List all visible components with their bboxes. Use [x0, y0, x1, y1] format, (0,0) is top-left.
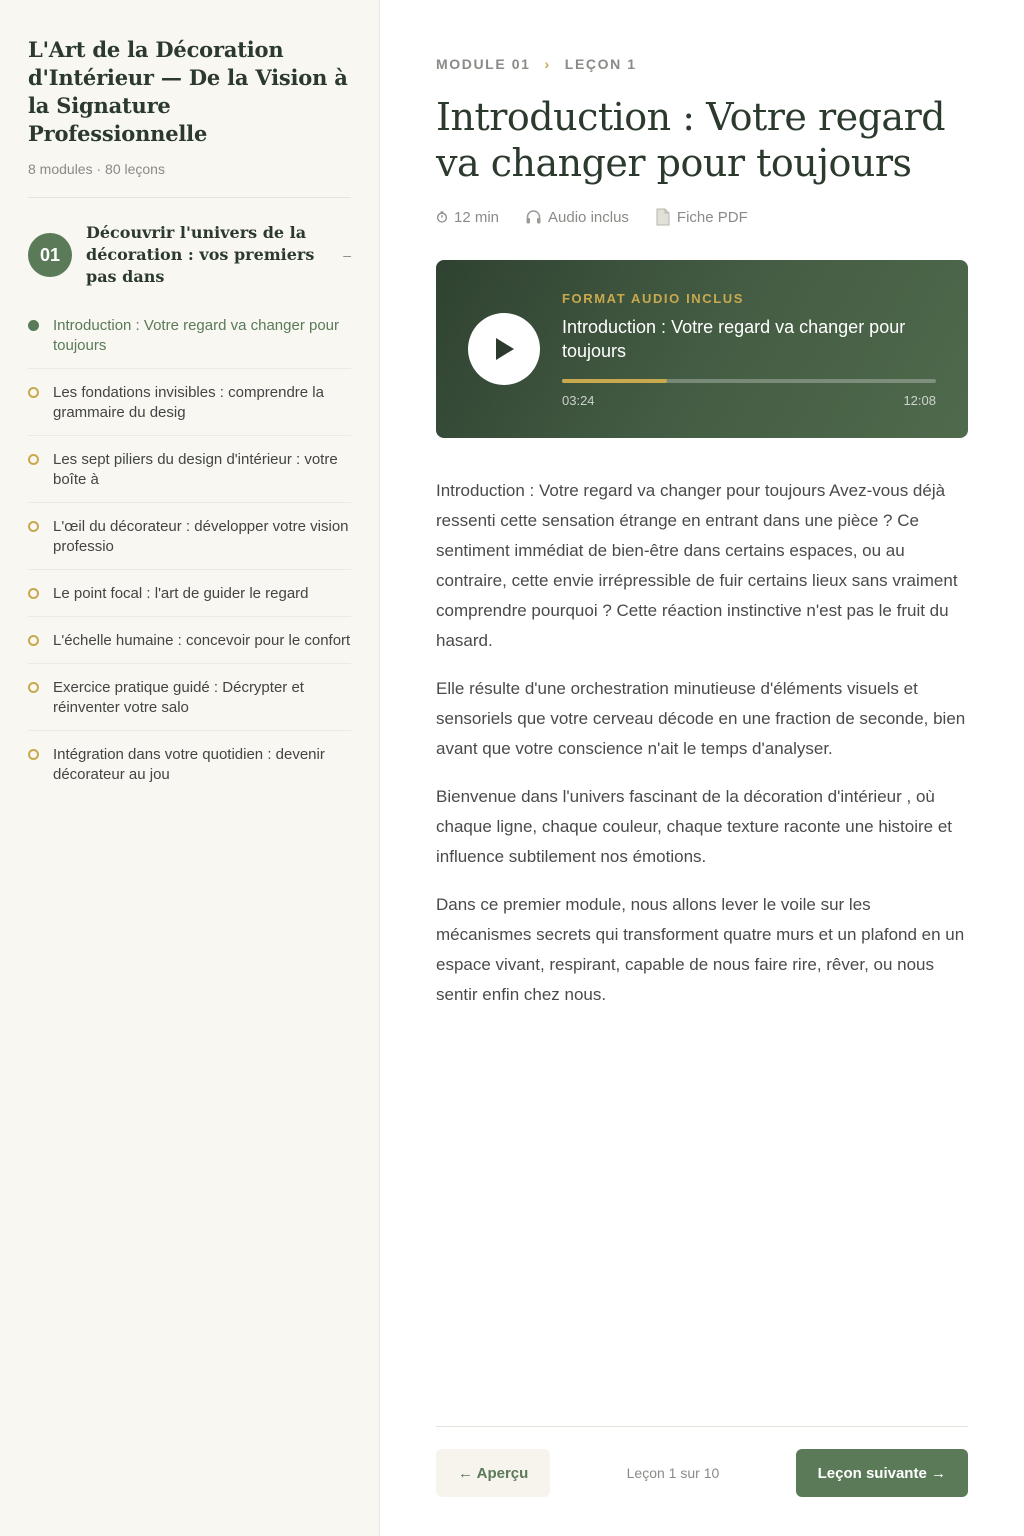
lesson-item[interactable] — [28, 580, 351, 617]
lesson-item[interactable] — [28, 513, 351, 570]
module-name: Découvrir l'univers de la décoration : vos premiers pas dans — [86, 223, 315, 286]
lesson-item[interactable] — [28, 627, 351, 664]
lesson-list — [28, 312, 351, 797]
audio-player — [436, 260, 968, 438]
breadcrumb-module[interactable]: MODULE 01 — [436, 56, 531, 72]
next-lesson-button[interactable]: Leçon suivante → — [796, 1449, 968, 1497]
breadcrumb-lesson: LEÇON 1 — [564, 56, 637, 72]
course-meta: 8 modules · 80 leçons — [28, 161, 165, 177]
breadcrumb — [436, 56, 968, 72]
chevron-right-icon: › — [544, 56, 551, 72]
lesson-content — [436, 476, 968, 1010]
content-paragraph: Introduction : Votre regard va changer pour toujours Avez-vous déjà ressenti cette sensation étrange en entrant dans une pièce ? Ce sentiment immédiat de bien-être dans certains espaces, ou au contraire, cette envie irrépressible de fuir certains lieux sans vraiment comprendre pourquoi ? Cette réaction instinctive n'est pas le fruit du hasard. — [436, 481, 958, 650]
meta-audio — [525, 209, 629, 226]
lesson-item[interactable] — [28, 312, 351, 369]
stopwatch-icon — [436, 211, 448, 223]
time-row — [562, 393, 936, 408]
document-icon — [655, 208, 671, 226]
total-time: 12:08 — [903, 392, 936, 408]
headphones-icon — [525, 209, 542, 225]
lesson-label: L'œil du décorateur : développer votre vision professio — [53, 518, 349, 555]
lesson-status-dot — [28, 521, 39, 532]
lesson-status-dot — [28, 635, 39, 646]
current-time: 03:24 — [562, 392, 595, 408]
lesson-footer — [436, 1426, 968, 1497]
content-paragraph: Elle résulte d'une orchestration minutieuse d'éléments visuels et sensoriels que votre cerveau décode en une fraction de seconde, bien avant que votre conscience n'ait le temps d'analyser. — [436, 679, 966, 758]
lesson-status-dot — [28, 749, 39, 760]
meta-duration-label: 12 min — [454, 208, 500, 226]
lesson-item[interactable] — [28, 741, 351, 797]
lesson-counter: Leçon 1 sur 10 — [626, 1465, 720, 1481]
lesson-status-dot — [28, 588, 39, 599]
lesson-label: Les fondations invisibles : comprendre la grammaire du desig — [53, 384, 324, 421]
player-kicker: FORMAT AUDIO INCLUS — [562, 290, 745, 306]
preview-button[interactable]: ← Aperçu — [436, 1449, 550, 1497]
page-title: Introduction : Votre regard va changer pour toujours — [436, 95, 946, 185]
lesson-label: Les sept piliers du design d'intérieur : votre boîte à — [53, 451, 338, 488]
collapse-icon[interactable]: – — [343, 247, 351, 263]
lesson-label: Introduction : Votre regard va changer pour toujours — [53, 317, 340, 354]
lesson-main — [380, 0, 1024, 1536]
course-sidebar — [0, 0, 380, 1536]
player-title: Introduction : Votre regard va changer pour toujours — [562, 316, 906, 361]
audio-progress-bar[interactable] — [562, 379, 936, 383]
lesson-label: Exercice pratique guidé : Décrypter et réinventer votre salo — [53, 679, 304, 716]
lesson-status-dot — [28, 320, 39, 331]
lesson-status-dot — [28, 682, 39, 693]
content-paragraph: Bienvenue dans l'univers fascinant de la décoration d'intérieur , où chaque ligne, chaque couleur, chaque texture raconte une histoire et influence subtilement nos émotions. — [436, 787, 953, 866]
lesson-item[interactable] — [28, 674, 351, 731]
lesson-label: Le point focal : l'art de guider le regard — [53, 585, 309, 602]
meta-duration — [436, 209, 499, 226]
content-paragraph: Dans ce premier module, nous allons lever le voile sur les mécanismes secrets qui transforment quatre murs et un plafond en un espace vivant, respirant, capable de nous faire rire, rêver, ou nous sentir enfin chez nous. — [436, 895, 965, 1004]
meta-pdf-label: Fiche PDF — [676, 208, 748, 226]
module-number-badge: 01 — [28, 233, 72, 277]
meta-pdf[interactable] — [655, 208, 748, 226]
player-info — [562, 291, 936, 408]
play-icon — [492, 336, 516, 362]
course-title: L'Art de la Décoration d'Intérieur — De la Vision à la Signature Professionnelle — [28, 37, 348, 146]
lesson-status-dot — [28, 387, 39, 398]
meta-audio-label: Audio inclus — [548, 208, 629, 226]
lesson-meta — [436, 208, 968, 226]
lesson-label: L'échelle humaine : concevoir pour le confort — [53, 632, 351, 649]
lesson-item[interactable] — [28, 379, 351, 436]
audio-progress-fill — [562, 379, 667, 383]
lesson-item[interactable] — [28, 446, 351, 503]
module-header[interactable] — [28, 222, 351, 288]
lesson-label: Intégration dans votre quotidien : devenir décorateur au jou — [53, 746, 325, 783]
sidebar-divider — [28, 197, 351, 198]
lesson-status-dot — [28, 454, 39, 465]
play-button[interactable] — [468, 313, 540, 385]
